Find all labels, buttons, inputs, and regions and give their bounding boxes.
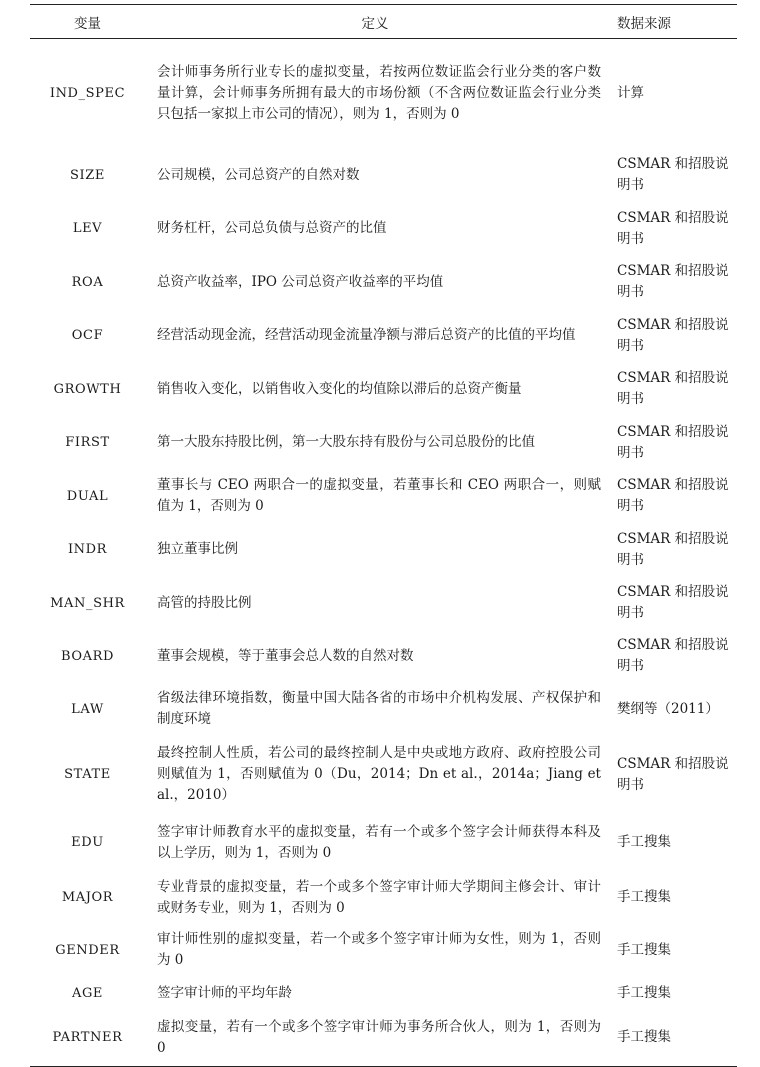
header-variable: 变量: [30, 5, 145, 39]
definition-cell: 财务杠杆，公司总负债与总资产的比值: [157, 220, 387, 236]
table-row: [30, 630, 737, 683]
definition-cell: 会计师事务所行业专长的虚拟变量，若按两位数证监会行业分类的客户数量计算，会计师事务所拥有最大的市场份额（不含两位数证监会行业分类只包括一家拟上市公司的情况），则为 1，否则为 0: [157, 64, 601, 123]
source-cell: CSMAR 和招股说明书: [617, 584, 729, 621]
variable-cell: GROWTH: [53, 381, 122, 397]
source-cell: CSMAR 和招股说明书: [617, 209, 729, 247]
table-row: [30, 470, 737, 523]
source-cell: 手工搜集: [605, 1010, 737, 1067]
definition-cell: 公司规模，公司总资产的自然对数: [157, 166, 360, 183]
definition-cell: 董事长与 CEO 两职合一的虚拟变量，若董事长和 CEO 两职合一，则赋值为 1，否则为 0: [157, 477, 601, 514]
source-cell: CSMAR 和招股说明书: [617, 530, 729, 568]
variable-cell: PARTNER: [30, 1010, 145, 1067]
source-cell: 计算: [617, 85, 644, 102]
table-row: [30, 256, 737, 309]
source-cell: 手工搜集: [617, 941, 671, 958]
definition-cell: 专业背景的虚拟变量，若一个或多个签字审计师大学期间主修会计、审计或财务专业，则为 1，否则为 0: [157, 878, 601, 916]
source-cell: CSMAR 和招股说明书: [617, 370, 729, 407]
variable-cell: AGE: [71, 985, 104, 1001]
table-row: [30, 202, 737, 256]
variable-cell: SIZE: [70, 167, 105, 183]
table-row: [30, 736, 737, 814]
variable-cell: FIRST: [65, 435, 110, 450]
definition-cell: 高管的持股比例: [157, 594, 252, 611]
variable-cell: IND_SPEC: [49, 86, 126, 102]
variable-cell: MAJOR: [61, 890, 114, 905]
table-row: [30, 363, 737, 416]
variable-cell: MAN_SHR: [50, 595, 125, 611]
table-row: [30, 872, 737, 924]
header-source: 数据来源: [605, 5, 737, 39]
table-row: [30, 924, 737, 977]
table-row: [30, 149, 737, 202]
variable-definition-table: [30, 4, 737, 1067]
table-row: [30, 1010, 737, 1067]
table-row: [30, 523, 737, 577]
variable-cell: ROA: [71, 274, 104, 290]
variable-cell: EDU: [71, 835, 104, 850]
variable-cell: INDR: [67, 542, 108, 557]
variable-cell: OCF: [71, 328, 104, 343]
table-row: [30, 39, 737, 149]
table-header-row: [30, 5, 737, 39]
source-cell: CSMAR 和招股说明书: [617, 755, 729, 793]
definition-cell: 经营活动现金流，经营活动现金流量净额与滞后总资产的比值的平均值: [157, 327, 576, 343]
definition-cell: 董事会规模，等于董事会总人数的自然对数: [157, 647, 414, 664]
table-row: [30, 577, 737, 630]
source-cell: 手工搜集: [617, 984, 671, 1001]
definition-cell: 最终控制人性质，若公司的最终控制人是中央或地方政府、政府控股公司则赋值为 1，否则赋值为 0（Du，2014；Dn et al.，2014a；Jiang et al.，2010）: [157, 745, 601, 803]
definition-cell: 省级法律环境指数，衡量中国大陆各省的市场中介机构发展、产权保护和制度环境: [157, 690, 601, 727]
table-row: [30, 309, 737, 363]
definition-cell: 签字审计师教育水平的虚拟变量，若有一个或多个签字会计师获得本科及以上学历，则为 1，否则为 0: [157, 823, 601, 861]
header-definition: 定义: [145, 5, 605, 39]
definition-cell: 销售收入变化，以销售收入变化的均值除以滞后的总资产衡量: [157, 380, 522, 397]
source-cell: CSMAR 和招股说明书: [617, 477, 729, 514]
table-row: [30, 416, 737, 470]
variable-cell: LAW: [71, 701, 104, 717]
source-cell: CSMAR 和招股说明书: [617, 637, 729, 674]
definition-cell: 审计师性别的虚拟变量，若一个或多个签字审计师为女性，则为 1，否则为 0: [157, 931, 601, 968]
source-cell: CSMAR 和招股说明书: [617, 156, 729, 193]
table-row: [30, 977, 737, 1010]
definition-cell: 总资产收益率，IPO 公司总资产收益率的平均值: [157, 273, 444, 290]
definition-cell: 虚拟变量，若有一个或多个签字审计师为事务所合伙人，则为 1，否则为 0: [145, 1010, 605, 1067]
definition-cell: 签字审计师的平均年龄: [157, 984, 292, 1001]
definition-cell: 独立董事比例: [157, 541, 238, 557]
source-cell: 手工搜集: [617, 889, 671, 905]
variable-cell: STATE: [64, 767, 111, 782]
table-row: [30, 683, 737, 736]
source-cell: CSMAR 和招股说明书: [617, 263, 729, 300]
variable-cell: DUAL: [66, 488, 109, 504]
source-cell: 手工搜集: [617, 834, 671, 850]
variable-cell: LEV: [72, 221, 103, 236]
variable-cell: BOARD: [60, 648, 115, 664]
source-cell: CSMAR 和招股说明书: [617, 423, 729, 461]
table-row: [30, 814, 737, 872]
variable-cell: GENDER: [55, 942, 120, 958]
definition-cell: 第一大股东持股比例，第一大股东持有股份与公司总股份的比值: [157, 434, 535, 450]
source-cell: CSMAR 和招股说明书: [617, 316, 729, 354]
source-cell: 樊纲等（2011）: [617, 700, 719, 717]
